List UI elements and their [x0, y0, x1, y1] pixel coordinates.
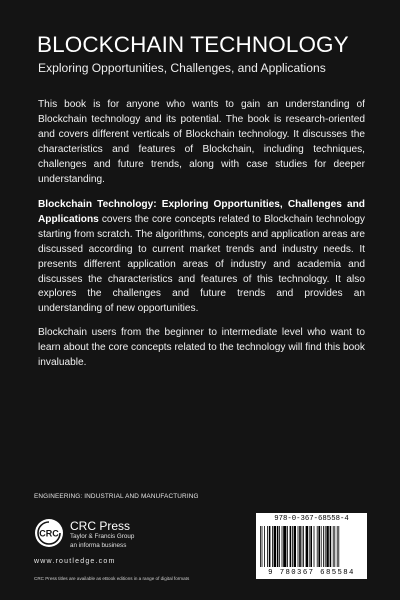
barcode-bar — [333, 526, 334, 567]
barcode-bar — [299, 526, 301, 567]
barcode-bar — [292, 526, 293, 567]
barcode-bar — [283, 526, 286, 567]
barcode-bar — [290, 526, 292, 567]
barcode-bar — [302, 526, 303, 567]
barcode-bar — [303, 526, 304, 567]
barcode-bar — [287, 526, 288, 567]
barcode-bar — [274, 526, 276, 567]
publisher-name: CRC Press — [70, 519, 131, 533]
barcode-bar — [325, 526, 326, 567]
isbn-barcode — [256, 513, 367, 579]
barcode-bars — [260, 526, 363, 567]
barcode-bar — [321, 526, 322, 567]
barcode-bar — [334, 526, 335, 567]
description-paragraph-1: This book is for anyone who wants to gain an understanding of Blockchain technology and its potential. The book is research-oriented and covers different verticals of Blockchain technology. It discusses the characteristics and features of Blockchain, including techniques, challenges and future trends, along with case studies for deeper understanding. — [38, 99, 365, 185]
publisher-group: Taylor & Francis Group — [70, 533, 135, 540]
barcode-bar — [326, 526, 328, 567]
barcode-bar — [323, 526, 324, 567]
barcode-bar — [317, 526, 318, 567]
barcode-bar — [267, 526, 268, 567]
barcode-bar — [330, 526, 332, 567]
barcode-bar — [260, 526, 261, 567]
description-paragraph-2 — [38, 198, 365, 317]
barcode-bar — [337, 526, 338, 567]
barcode-digits: 9 780367 685584 — [268, 569, 355, 577]
barcode-bar — [314, 526, 315, 567]
barcode-bar — [272, 526, 273, 567]
barcode-bar — [298, 526, 299, 567]
barcode-bar — [264, 526, 265, 567]
description-paragraph-2-text: covers the core concepts related to Blockchain technology starting from scratch. The algorithms, concepts and application areas are discussed according to current market trends and industry needs. It presents different application areas of industry and academia and discusses the characteristics and features of this technology. It also explores the challenges and future trends and provides an understanding of new opportunities. — [38, 213, 365, 315]
isbn-number: 978-0-367-68558-4 — [274, 515, 349, 523]
crc-logo-text: CRC — [39, 528, 59, 539]
barcode-bar — [318, 526, 320, 567]
publisher-business: an informa business — [70, 542, 127, 549]
barcode-bar — [309, 526, 310, 567]
barcode-bar — [279, 526, 280, 567]
crc-press-logo — [34, 518, 64, 548]
subject-category: ENGINEERING: INDUSTRIAL AND MANUFACTURING — [34, 493, 199, 500]
barcode-bar — [262, 526, 263, 567]
barcode-bar — [306, 526, 308, 567]
barcode-bar — [269, 526, 271, 567]
barcode-bar — [277, 526, 279, 567]
book-subtitle: Exploring Opportunities, Challenges, and Applications — [38, 61, 326, 75]
barcode-bar — [294, 526, 296, 567]
book-title: BLOCKCHAIN TECHNOLOGY — [37, 32, 349, 57]
book-title-inline: Blockchain Technology: Exploring Opportunities, Challenges and Applications — [38, 199, 365, 225]
ebook-note: CRC Press titles are available as eBook editions in a range of digital formats — [34, 576, 190, 581]
barcode-bar — [282, 526, 283, 567]
barcode-bar — [310, 526, 312, 567]
description-paragraph-3: Blockchain users from the beginner to intermediate level who want to learn about the core concepts related to the technology will find this book invaluable. — [38, 327, 365, 368]
barcode-bar — [338, 526, 339, 567]
publisher-url: www.routledge.com — [34, 558, 116, 565]
